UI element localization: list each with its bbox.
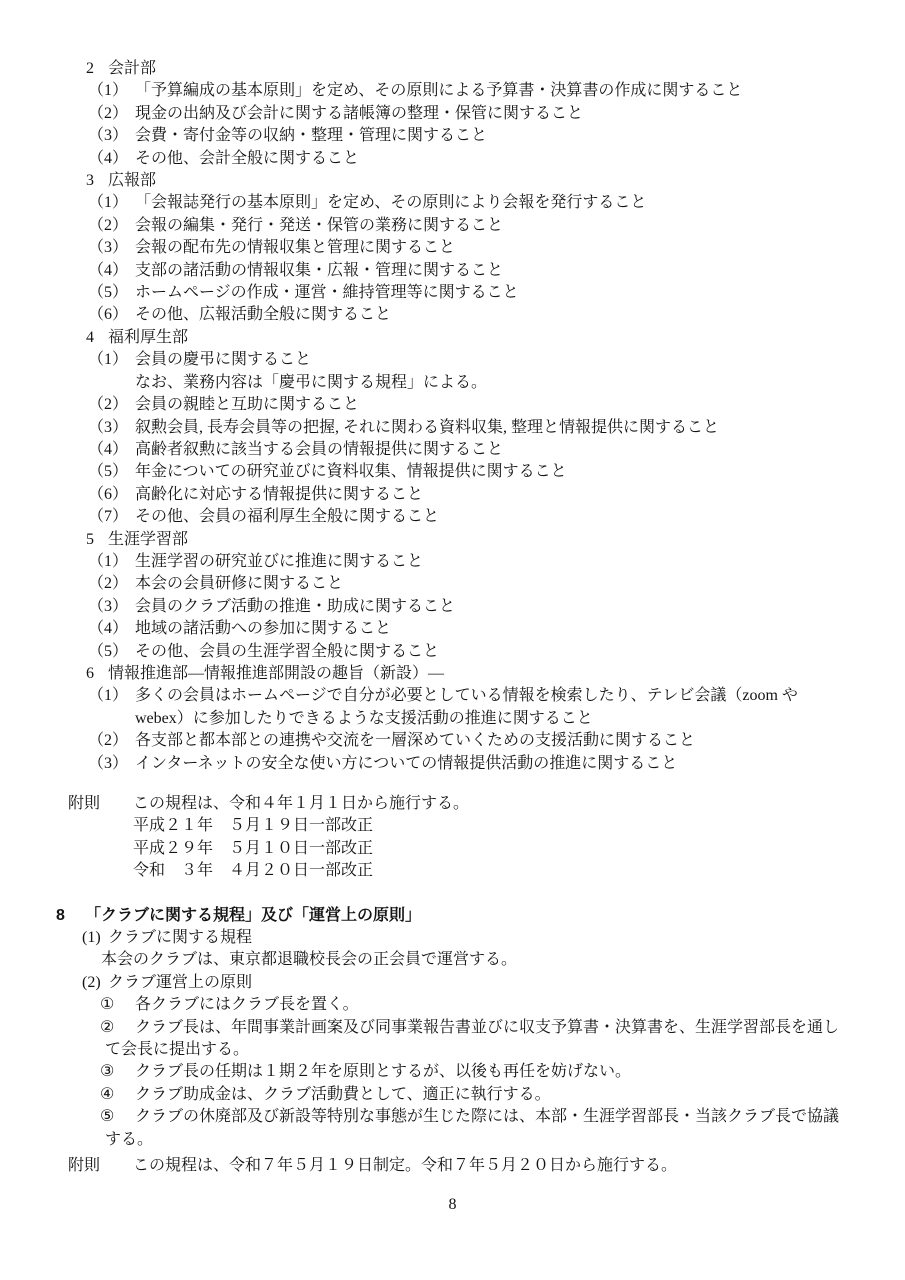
subsection-label: (1) — [82, 929, 101, 947]
item-label: （1） — [88, 82, 129, 100]
item-text: その他、広報活動全般に関すること — [135, 306, 392, 324]
rule-number: ① — [100, 996, 115, 1014]
item-label: （3） — [88, 239, 129, 257]
list-item — [0, 394, 905, 416]
item-label: （1） — [88, 194, 129, 212]
list-item — [0, 730, 905, 752]
item-continuation: webex）に参加したりできるような支援活動の推進に関すること — [135, 709, 593, 727]
list-item — [0, 260, 905, 282]
item-text: 「会報誌発行の基本原則」を定め、その原則により会報を発行すること — [135, 194, 647, 212]
list-item — [0, 461, 905, 483]
page-number: 8 — [448, 1196, 457, 1213]
item-text: 高齢化に対応する情報提供に関すること — [135, 485, 424, 503]
item-text: 各支部と都本部との連携や交流を一層深めていくための支援活動に関すること — [135, 732, 696, 750]
section-title: 会計部 — [108, 60, 157, 77]
list-item — [0, 573, 905, 595]
section-title: 情報推進部―情報推進部開設の趣旨（新設）― — [108, 664, 445, 682]
item-label: （1） — [88, 687, 129, 705]
item-label: （3） — [88, 597, 129, 615]
item-label: （4） — [88, 149, 129, 167]
list-item — [0, 685, 905, 707]
list-item — [0, 439, 905, 461]
list-item — [0, 192, 905, 214]
amendment-line: 平成２９年 ５月１０日一部改正 — [133, 839, 374, 857]
item-note: なお、業務内容は「慶弔に関する規程」による。 — [135, 373, 488, 391]
appendix-line — [0, 1155, 905, 1177]
item-text: ホームページの作成・運営・維持管理等に関すること — [135, 284, 519, 302]
item-label: （5） — [88, 463, 129, 481]
list-item — [0, 417, 905, 439]
list-item — [0, 125, 905, 147]
item-label: （3） — [88, 418, 129, 436]
item-text: 会員の慶弔に関すること — [135, 351, 312, 369]
appendix-label: 附則 — [68, 1157, 101, 1175]
rule-text: クラブ長の任期は１期２年を原則とするが、以後も再任を妨げない。 — [135, 1063, 632, 1081]
item-text: その他、会員の福利厚生全般に関すること — [135, 508, 440, 526]
section-heading — [0, 905, 905, 927]
item-label: （2） — [88, 216, 129, 234]
item-text: その他、会員の生涯学習全般に関すること — [135, 642, 440, 660]
section-number: 5 — [86, 530, 94, 548]
section-number: 2 — [86, 60, 94, 77]
appendix-text: この規程は、令和７年５月１９日制定。令和７年５月２０日から施行する。 — [133, 1157, 678, 1175]
section-title: 広報部 — [108, 172, 157, 190]
item-text: 地域の諸活動への参加に関すること — [135, 620, 392, 638]
list-item — [0, 596, 905, 618]
rule-item — [0, 994, 905, 1016]
list-item — [0, 304, 905, 326]
rule-continuation: する。 — [105, 1130, 154, 1148]
section-heading — [0, 170, 905, 192]
rule-item — [0, 1061, 905, 1083]
rule-item — [0, 1084, 905, 1106]
rule-number: ④ — [100, 1085, 115, 1103]
item-label: （2） — [88, 104, 129, 122]
list-item — [0, 349, 905, 371]
item-label: （6） — [88, 485, 129, 503]
item-label: （1） — [88, 351, 129, 369]
item-label: （6） — [88, 306, 129, 324]
item-label: （4） — [88, 440, 129, 458]
section-heading — [0, 663, 905, 685]
section-title: 福利厚生部 — [108, 328, 189, 346]
item-label: （5） — [88, 284, 129, 302]
document-body — [0, 58, 905, 1178]
list-item — [0, 641, 905, 663]
subsection-title: クラブ運営上の原則 — [108, 973, 253, 991]
section-title: 生涯学習部 — [108, 530, 189, 548]
list-item — [0, 103, 905, 125]
rule-number: ③ — [100, 1063, 115, 1081]
subsection-title: クラブに関する規程 — [108, 929, 253, 947]
rule-text: 各クラブにはクラブ長を置く。 — [135, 996, 359, 1014]
item-label: （3） — [88, 127, 129, 145]
item-label: （2） — [88, 396, 129, 414]
list-item — [0, 282, 905, 304]
amendment-line: 平成２１年 ５月１９日一部改正 — [133, 817, 374, 835]
subsection-item — [0, 972, 905, 994]
subsection-item — [0, 927, 905, 949]
item-label: （4） — [88, 261, 129, 279]
list-item — [0, 237, 905, 259]
item-label: （3） — [88, 754, 129, 772]
item-label: （1） — [88, 552, 129, 570]
appendix-label: 附則 — [68, 795, 101, 812]
section-heading — [0, 529, 905, 551]
section-number: 3 — [86, 172, 94, 190]
item-text: 多くの会員はホームページで自分が必要としている情報を検索したり、テレビ会議（zoom や — [135, 687, 798, 705]
item-text: 高齢者叙勲に該当する会員の情報提供に関すること — [135, 440, 504, 458]
item-label: （7） — [88, 508, 129, 526]
rule-continuation: て会長に提出する。 — [105, 1041, 250, 1059]
item-text: その他、会計全般に関すること — [135, 149, 360, 167]
item-text: 会報の配布先の情報収集と管理に関すること — [135, 239, 456, 257]
item-text: 会報の編集・発行・発送・保管の業務に関すること — [135, 216, 504, 234]
item-label: （4） — [88, 620, 129, 638]
rule-number: ⑤ — [100, 1108, 115, 1126]
list-item — [0, 618, 905, 640]
list-item — [0, 551, 905, 573]
list-item — [0, 484, 905, 506]
rule-text: クラブの休廃部及び新設等特別な事態が生じた際には、本部・生涯学習部長・当該クラブ長で協議 — [135, 1108, 840, 1126]
section-heading — [0, 58, 905, 80]
rule-text: クラブ長は、年間事業計画案及び同事業報告書並びに収支予算書・決算書を、生涯学習部長を通し — [135, 1018, 840, 1036]
appendix-text: この規程は、令和４年１月１日から施行する。 — [133, 795, 470, 812]
list-item — [0, 215, 905, 237]
list-item — [0, 80, 905, 102]
list-item — [0, 148, 905, 170]
item-text: 会員の親睦と互助に関すること — [135, 396, 360, 414]
item-text: 支部の諸活動の情報収集・広報・管理に関すること — [135, 261, 504, 279]
rule-text: クラブ助成金は、クラブ活動費として、適正に執行する。 — [135, 1085, 551, 1103]
list-item — [0, 506, 905, 528]
subsection-label: (2) — [82, 973, 101, 991]
item-text: 現金の出納及び会計に関する諸帳簿の整理・保管に関すること — [135, 104, 584, 122]
section-title: 「クラブに関する規程」及び「運営上の原則」 — [85, 906, 422, 924]
rule-number: ② — [100, 1018, 115, 1036]
subsection-body: 本会のクラブは、東京都退職校長会の正会員で運営する。 — [101, 951, 518, 969]
item-text: 生涯学習の研究並びに推進に関すること — [135, 552, 424, 570]
appendix-line — [0, 793, 905, 815]
item-text: 年金についての研究並びに資料収集、情報提供に関すること — [135, 463, 567, 481]
section-heading — [0, 327, 905, 349]
item-text: 叙勲会員, 長寿会員等の把握, それに関わる資料収集, 整理と情報提供に関すること — [135, 418, 720, 436]
amendment-line: 令和 ３年 ４月２０日一部改正 — [133, 862, 374, 880]
item-text: インターネットの安全な使い方についての情報提供活動の推進に関すること — [135, 754, 678, 772]
item-text: 会員のクラブ活動の推進・助成に関すること — [135, 597, 456, 615]
list-item — [0, 753, 905, 775]
section-number: 4 — [86, 328, 94, 346]
rule-item — [0, 1017, 905, 1039]
item-label: （5） — [88, 642, 129, 660]
section-number: 6 — [86, 664, 94, 682]
rule-item — [0, 1106, 905, 1128]
item-text: 「予算編成の基本原則」を定め、その原則による予算書・決算書の作成に関すること — [135, 82, 743, 100]
item-label: （2） — [88, 732, 129, 750]
section-number: 8 — [56, 906, 65, 924]
item-text: 会費・寄付金等の収納・整理・管理に関すること — [135, 127, 488, 145]
item-label: （2） — [88, 575, 129, 593]
item-text: 本会の会員研修に関すること — [135, 575, 344, 593]
